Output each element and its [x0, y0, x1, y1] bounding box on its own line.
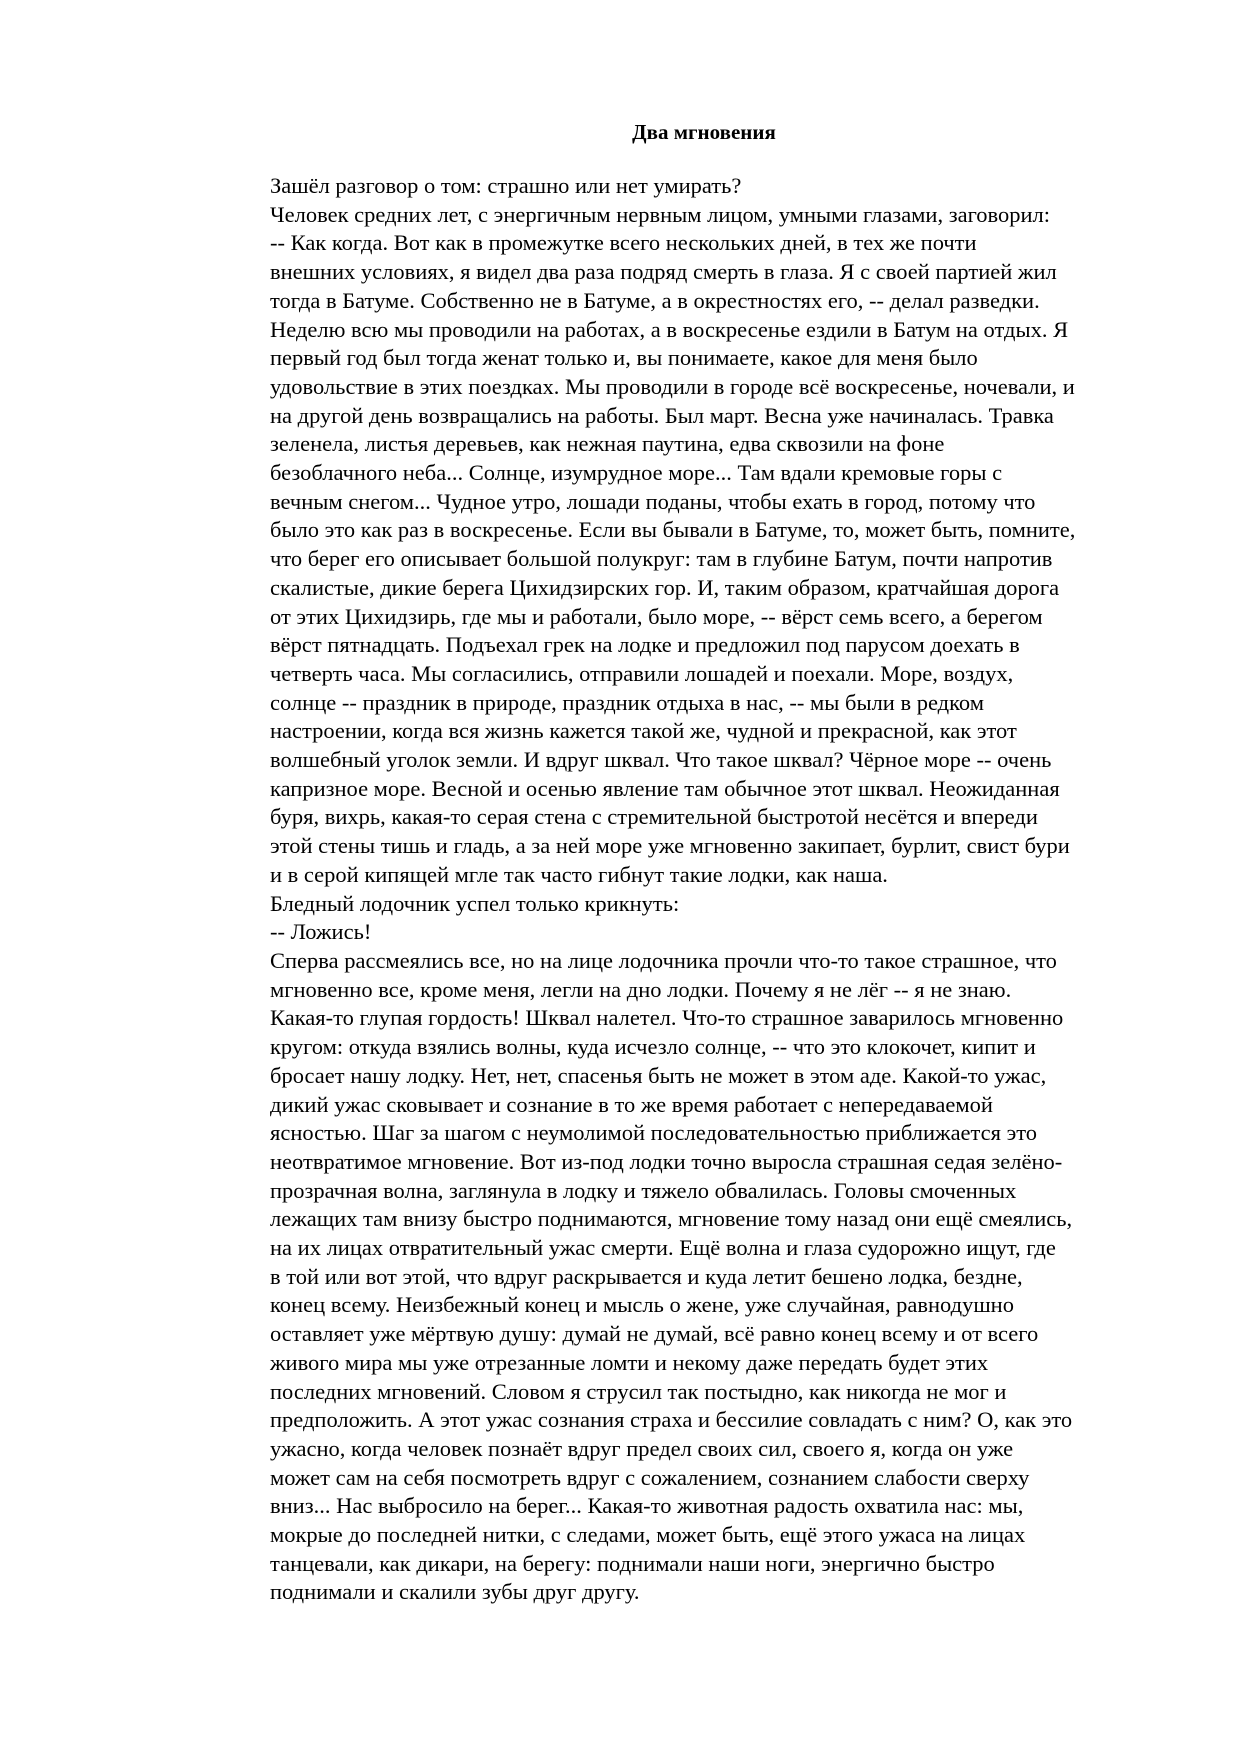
text-line: может сам на себя посмотреть вдруг с сожалением, сознанием слабости сверху: [270, 1464, 1030, 1490]
text-line: в той или вот этой, что вдруг раскрывается и куда летит бешено лодка, бездне,: [270, 1263, 1023, 1289]
text-line: Какая-то глупая гордость! Шквал налетел. Что-то страшное заварилось мгновенно: [270, 1005, 1064, 1031]
text-line: настроении, когда вся жизнь кажется такой же, чудной и прекрасной, как этот: [270, 718, 1017, 744]
text-line: удовольствие в этих поездках. Мы проводили в городе всё воскресенье, ночевали, и: [270, 373, 1075, 399]
text-line: -- Как когда. Вот как в промежутке всего нескольких дней, в тех же почти: [270, 230, 977, 256]
paragraph: [250, 890, 1160, 919]
text-line: -- Ложись!: [270, 919, 372, 945]
text-line: от этих Цихидзирь, где мы и работали, было море, -- вёрст семь всего, а берегом: [270, 603, 1043, 629]
paragraph: [250, 947, 1160, 1607]
text-line: волшебный уголок земли. И вдруг шквал. Что такое шквал? Чёрное море -- очень: [270, 747, 1052, 773]
document-body: [250, 172, 1160, 1607]
text-line: Сперва рассмеялись все, но на лице лодочника прочли что-то такое страшное, что: [270, 947, 1057, 973]
text-line: прозрачная волна, заглянула в лодку и тяжело обвалилась. Головы смоченных: [270, 1177, 1017, 1203]
paragraph: [250, 918, 1160, 947]
text-line: зеленела, листья деревьев, как нежная паутина, едва сквозили на фоне: [270, 431, 945, 457]
paragraph: [250, 201, 1160, 230]
text-line: последних мгновений. Словом я струсил так постыдно, как никогда не мог и: [270, 1378, 1007, 1404]
text-line: танцевали, как дикари, на берегу: поднимали наши ноги, энергично быстро: [270, 1550, 995, 1576]
text-line: мгновенно все, кроме меня, легли на дно лодки. Почему я не лёг -- я не знаю.: [270, 976, 1012, 1002]
text-line: конец всему. Неизбежный конец и мысль о жене, уже случайная, равнодушно: [270, 1292, 1014, 1318]
text-line: бросает нашу лодку. Нет, нет, спасенья быть не может в этом аде. Какой-то ужас,: [270, 1062, 1047, 1088]
paragraph: [250, 229, 1160, 889]
text-line: четверть часа. Мы согласились, отправили лошадей и поехали. Море, воздух,: [270, 660, 1014, 686]
text-line: и в серой кипящей мгле так часто гибнут такие лодки, как наша.: [270, 861, 888, 887]
text-line: вечным снегом... Чудное утро, лошади поданы, чтобы ехать в город, потому что: [270, 488, 1036, 514]
text-line: кругом: откуда взялись волны, куда исчезло солнце, -- что это клокочет, кипит и: [270, 1034, 1036, 1060]
text-line: поднимали и скалили зубы друг другу.: [270, 1579, 640, 1605]
text-line: мокрые до последней нитки, с следами, может быть, ещё этого ужаса на лицах: [270, 1522, 1026, 1548]
text-line: Человек средних лет, с энергичным нервным лицом, умными глазами, заговорил:: [270, 201, 1050, 227]
text-line: первый год был тогда женат только и, вы понимаете, какое для меня было: [270, 345, 978, 371]
text-line: ясностью. Шаг за шагом с неумолимой последовательностью приближается это: [270, 1120, 1038, 1146]
text-line: что берег его описывает большой полукруг: там в глубине Батум, почти напротив: [270, 546, 1053, 572]
text-line: на их лицах отвратительный ужас смерти. Ещё волна и глаза судорожно ищут, где: [270, 1235, 1056, 1261]
text-line: безоблачного неба... Солнце, изумрудное море... Там вдали кремовые горы с: [270, 460, 1003, 486]
text-line: было это как раз в воскресенье. Если вы бывали в Батуме, то, может быть, помните,: [270, 517, 1076, 543]
text-line: солнце -- праздник в природе, праздник отдыха в нас, -- мы были в редком: [270, 689, 984, 715]
text-line: предположить. А этот ужас сознания страха и бессилие совладать с ним? О, как это: [270, 1407, 1073, 1433]
text-line: лежащих там внизу быстро поднимаются, мгновение тому назад они ещё смеялись,: [270, 1206, 1073, 1232]
text-line: Бледный лодочник успел только крикнуть:: [270, 890, 680, 916]
document-title: Два мгновения: [632, 120, 776, 144]
text-line: на другой день возвращались на работы. Был март. Весна уже начиналась. Травка: [270, 402, 1054, 428]
text-line: ужасно, когда человек познаёт вдруг предел своих сил, своего я, когда он уже: [270, 1435, 1014, 1461]
text-line: внешних условиях, я видел два раза подряд смерть в глаза. Я с своей партией жил: [270, 259, 1057, 285]
text-line: вниз... Нас выбросило на берег... Какая-то животная радость охватила нас: мы,: [270, 1493, 1024, 1519]
text-line: буря, вихрь, какая-то серая стена с стремительной быстротой несётся и впереди: [270, 804, 1038, 830]
text-line: Неделю всю мы проводили на работах, а в воскресенье ездили в Батум на отдых. Я: [270, 316, 1069, 342]
text-line: Зашёл разговор о том: страшно или нет умирать?: [270, 173, 742, 198]
text-line: неотвратимое мгновение. Вот из-под лодки точно выросла страшная седая зелёно-: [270, 1148, 1063, 1174]
paragraph: [250, 172, 1160, 201]
text-line: тогда в Батуме. Собственно не в Батуме, а в окрестностях его, -- делал разведки.: [270, 287, 1040, 313]
text-line: вёрст пятнадцать. Подъехал грек на лодке и предложил под парусом доехать в: [270, 632, 1020, 658]
text-line: этой стены тишь и гладь, а за ней море уже мгновенно закипает, бурлит, свист бури: [270, 833, 1070, 859]
text-line: капризное море. Весной и осенью явление там обычное этот шквал. Неожиданная: [270, 775, 1060, 801]
text-line: живого мира мы уже отрезанные ломти и некому даже передать будет этих: [270, 1349, 989, 1375]
text-line: скалистые, дикие берега Цихидзирских гор. И, таким образом, кратчайшая дорога: [270, 574, 1060, 600]
text-line: дикий ужас сковывает и сознание в то же время работает с непередаваемой: [270, 1091, 993, 1117]
text-line: оставляет уже мёртвую душу: думай не думай, всё равно конец всему и от всего: [270, 1321, 1039, 1347]
